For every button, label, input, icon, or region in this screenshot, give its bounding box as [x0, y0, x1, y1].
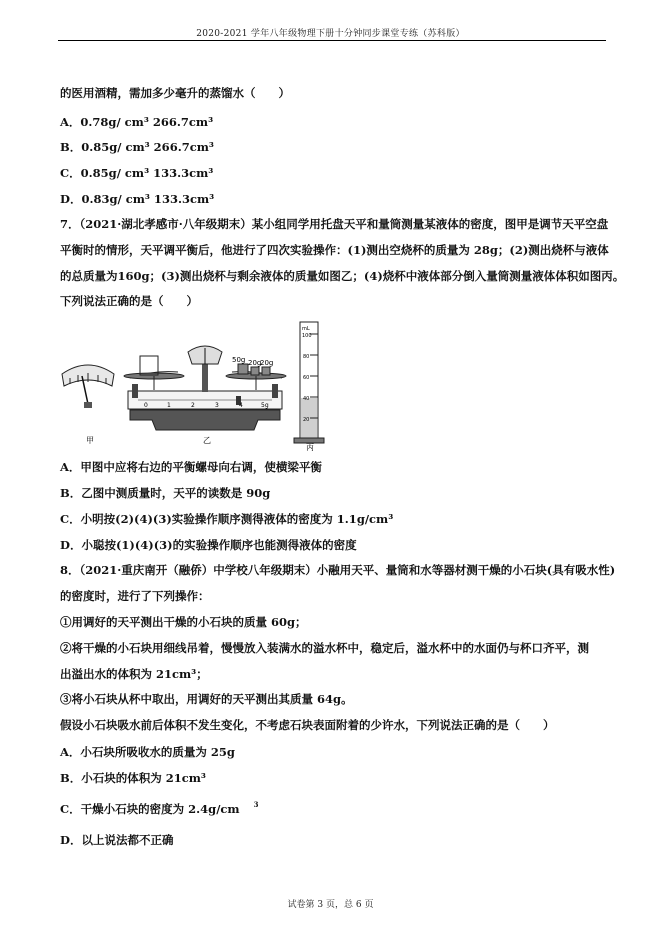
step-1: ①用调好的天平测出干燥的小石块的质量 60g；: [60, 615, 307, 629]
text-line: 的医用酒精，需加多少毫升的蒸馏水（ ）: [60, 86, 290, 100]
cylinder-tick-label: 100: [302, 333, 312, 339]
cylinder-unit: mL: [302, 326, 310, 332]
question-7-line-2: 平衡时的情形，天平调平衡后，他进行了四次实验操作：(1)测出空烧杯的质量为 28g；(2)测出烧杯与液体: [60, 243, 609, 257]
step-2: ②将干燥的小石块用细线吊着，慢慢放入装满水的溢水杯中，稳定后，溢水杯中的水面仍与杯口齐平，测: [60, 641, 589, 655]
weight-label: 20g: [248, 359, 262, 367]
option-c: C．0.85g/ cm³ 133.3cm³: [60, 166, 214, 180]
balance-figure: [58, 312, 348, 454]
weight-label: 20g: [260, 359, 274, 367]
header-rule: [58, 40, 606, 41]
question-8-line-2: 的密度时，进行了下列操作：: [60, 589, 210, 603]
option-d: D．0.83g/ cm³ 133.3cm³: [60, 192, 215, 206]
question-7-line-3: 的总质量为160g；(3)测出烧杯与剩余液体的质量如图乙；(4)烧杯中液体部分倒入量筒测量液体体积如图丙。: [60, 269, 625, 283]
label-yi: 乙: [203, 436, 211, 445]
q7-option-b: B．乙图中测质量时，天平的读数是 90g: [60, 486, 271, 500]
ruler-tick-label: 4: [239, 402, 243, 409]
question-8-line-1: 8．（2021·重庆南开（融侨）中学校八年级期末）小融用天平、量筒和水等器材测干燥的小石块(具有吸水性): [60, 563, 616, 577]
page-footer: 试卷第 3 页，总 6 页: [287, 900, 374, 910]
q8-option-c-text: C．干燥小石块的密度为 2.4g/cm: [60, 802, 240, 816]
question-8-prompt: 假设小石块吸水前后体积不发生变化，不考虑石块表面附着的少许水，下列说法正确的是（ ）: [60, 718, 555, 732]
step-3: ③将小石块从杯中取出，用调好的天平测出其质量 64g。: [60, 692, 353, 706]
ruler-tick-label: 1: [167, 402, 171, 409]
ruler-tick-label: 3: [215, 402, 219, 409]
label-bing: 丙: [306, 443, 314, 452]
q8-option-d: D．以上说法都不正确: [60, 833, 174, 847]
q8-option-b: B．小石块的体积为 21cm³: [60, 771, 206, 785]
option-a: A．0.78g/ cm³ 266.7cm³: [60, 115, 214, 129]
q8-option-c: [60, 802, 258, 818]
q7-option-a: A．甲图中应将右边的平衡螺母向右调，使横梁平衡: [60, 460, 322, 474]
cylinder-tick-label: 80: [303, 354, 310, 360]
label-jia: 甲: [86, 436, 94, 445]
cylinder-tick-label: 20: [303, 417, 310, 423]
q7-option-d: D．小聪按(1)(4)(3)的实验操作顺序也能测得液体的密度: [60, 538, 357, 552]
q7-option-c: C．小明按(2)(4)(3)实验操作顺序测得液体的密度为 1.1g/cm³: [60, 512, 394, 526]
page-header: 2020-2021 学年八年级物理下册十分钟同步课堂专练（苏科版）: [196, 29, 465, 39]
question-7-line-4: 下列说法正确的是（ ）: [60, 294, 198, 308]
weight-label: 50g: [232, 356, 246, 364]
superscript-3: 3: [253, 800, 259, 809]
question-7-line-1: 7．（2021·湖北孝感市·八年级期末）某小组同学用托盘天平和量筒测量某液体的密度，图甲是调节天平空盘: [60, 217, 609, 231]
cylinder-bing: [294, 322, 324, 443]
q8-option-a: A．小石块所吸收水的质量为 25g: [60, 745, 235, 759]
ruler-tick-label: 0: [144, 402, 148, 409]
ruler-tick-label: 5g: [261, 402, 269, 409]
ruler-tick-label: 2: [191, 402, 195, 409]
scale-jia: [62, 365, 114, 408]
step-2-cont: 出溢出水的体积为 21cm³；: [60, 667, 208, 681]
cylinder-tick-label: 60: [303, 375, 310, 381]
option-b: B．0.85g/ cm³ 266.7cm³: [60, 140, 214, 154]
cylinder-tick-label: 40: [303, 396, 310, 402]
